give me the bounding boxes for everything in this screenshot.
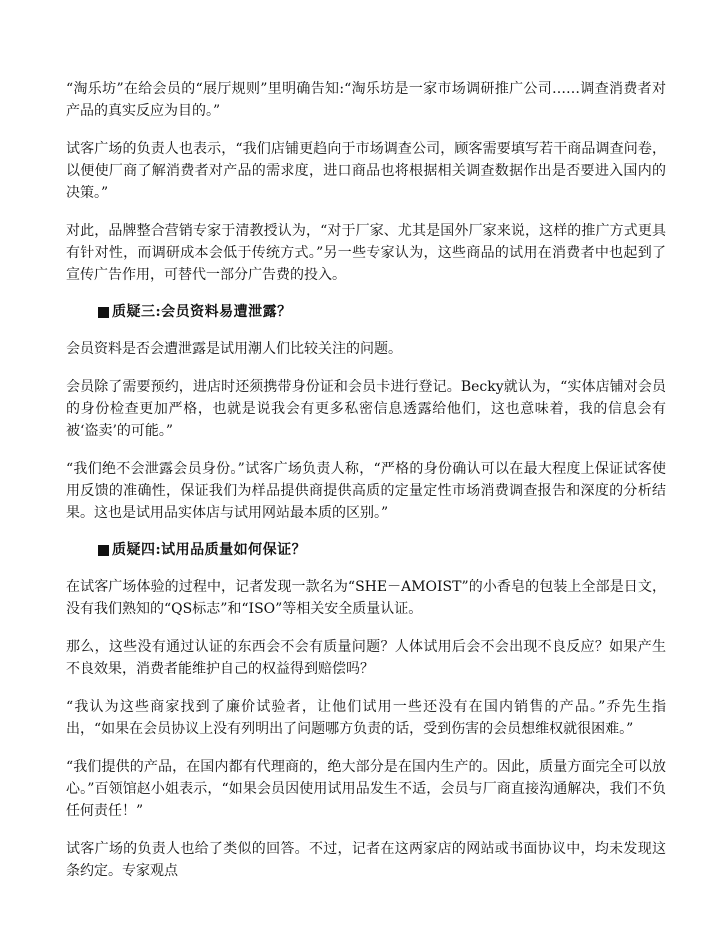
paragraph-4: 会员资料是否会遭泄露是试用潮人们比较关注的问题。 bbox=[66, 341, 402, 357]
paragraph-1: “淘乐坊”在给会员的“展厅规则”里明确告知:“淘乐坊是一家市场调研推广公司……调查消费者对产品的真实反应为目的。” bbox=[66, 81, 666, 119]
document-body bbox=[66, 78, 666, 898]
section-heading-4 bbox=[66, 540, 666, 560]
paragraph-11: 试客广场的负责人也给了类似的回答。不过，记者在这两家店的网站或书面协议中，均未发现这条约定。专家观点 bbox=[66, 841, 666, 879]
section-heading-3-text: 质疑三:会员资料易遭泄露？ bbox=[112, 304, 292, 320]
paragraph-7: 在试客广场体验的过程中，记者发现一款名为“SHE－AMOIST”的小香皂的包装上全部是日文，没有我们熟知的“QS标志”和“ISO”等相关安全质量认证。 bbox=[66, 579, 666, 617]
paragraph-3: 对此，品牌整合营销专家于清教授认为，“对于厂家、尤其是国外厂家来说，这样的推广方式更具有针对性，而调研成本会低于传统方式。”另一些专家认为，这些商品的试用在消费者中也起到了宣传广告作用，可替代一部分广告费的投入。 bbox=[66, 223, 666, 283]
section-heading-3 bbox=[66, 302, 666, 322]
paragraph-10: “我们提供的产品，在国内都有代理商的，绝大部分是在国内生产的。因此，质量方面完全可以放心。”百领馆赵小姐表示，“如果会员因使用试用品发生不适，会员与厂商直接沟通解决，我们不负任何责任！” bbox=[66, 759, 666, 819]
paragraph-9: “我认为这些商家找到了廉价试验者，让他们试用一些还没有在国内销售的产品。”乔先生指出，“如果在会员协议上没有列明出了问题哪方负责的话，受到伤害的会员想维权就很困难。” bbox=[66, 699, 666, 737]
black-square-icon bbox=[98, 545, 109, 556]
paragraph-5: 会员除了需要预约，进店时还须携带身份证和会员卡进行登记。Becky就认为，“实体店铺对会员的身份检查更加严格，也就是说我会有更多私密信息透露给他们，这也意味着，我的信息会有被‘盗卖’的可能。” bbox=[66, 379, 666, 439]
black-square-icon bbox=[98, 307, 109, 318]
paragraph-6: “我们绝不会泄露会员身份。”试客广场负责人称，“严格的身份确认可以在最大程度上保证试客使用反馈的准确性，保证我们为样品提供商提供高质的定量定性市场消费调查报告和深度的分析结果。这也是试用品实体店与试用网站最本质的区别。” bbox=[66, 461, 666, 521]
section-heading-4-text: 质疑四:试用品质量如何保证？ bbox=[112, 542, 307, 558]
paragraph-2: 试客广场的负责人也表示，“我们店铺更趋向于市场调查公司，顾客需要填写若干商品调查问卷，以便使厂商了解消费者对产品的需求度，进口商品也将根据相关调查数据作出是否要进入国内的决策。” bbox=[66, 141, 666, 201]
paragraph-8: 那么，这些没有通过认证的东西会不会有质量问题？人体试用后会不会出现不良反应？如果产生不良效果，消费者能维护自己的权益得到赔偿吗？ bbox=[66, 639, 666, 677]
